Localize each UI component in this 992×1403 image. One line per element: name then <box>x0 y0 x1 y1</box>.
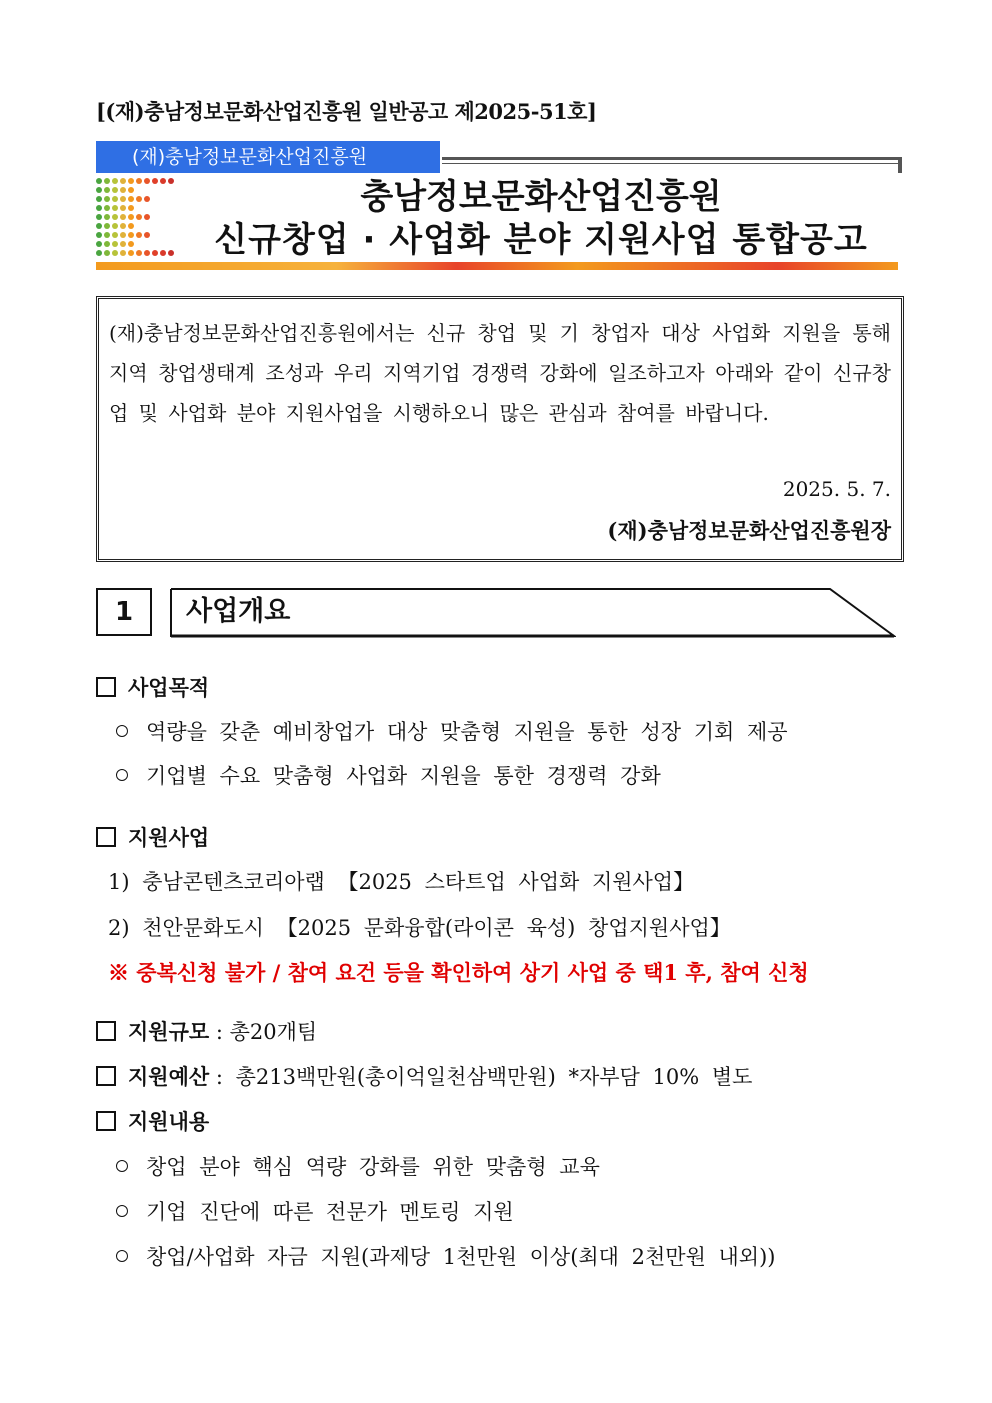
logo-dot <box>96 232 102 238</box>
title-block <box>180 176 902 262</box>
header-rule <box>442 157 902 164</box>
notice-number: [(재)충남정보문화산업진흥원 일반공고 제2025-51호] <box>96 99 597 124</box>
logo-dot <box>144 196 150 202</box>
logo-dot <box>96 196 102 202</box>
checkbox-square-icon <box>96 677 116 697</box>
logo-dot <box>136 196 142 202</box>
logo-dot <box>112 232 118 238</box>
logo-dot <box>96 205 102 211</box>
logo-dot <box>120 250 126 256</box>
logo-dot <box>104 178 110 184</box>
bullet-circle-icon <box>116 1205 128 1217</box>
logo-dot <box>104 241 110 247</box>
logo-dot <box>96 241 102 247</box>
logo-dot <box>104 187 110 193</box>
intro-signature: (재)충남정보문화산업진흥원장 <box>607 518 891 543</box>
logo-dot <box>112 223 118 229</box>
list-item <box>96 1241 775 1271</box>
bullet-circle-icon <box>116 725 128 737</box>
intro-box <box>96 296 904 562</box>
logo-dot <box>144 178 150 184</box>
bullet-circle-icon <box>116 769 128 781</box>
list-item <box>96 1196 514 1226</box>
list-item <box>96 1151 600 1181</box>
budget-heading: 지원예산 <box>128 1064 210 1089</box>
logo-dot <box>128 196 134 202</box>
list-item <box>96 760 661 790</box>
logo-dot <box>104 196 110 202</box>
logo-dot <box>160 178 166 184</box>
logo-dot <box>96 178 102 184</box>
logo-dot <box>112 205 118 211</box>
logo-dot <box>96 187 102 193</box>
logo-dot <box>128 223 134 229</box>
bullet-circle-icon <box>116 1250 128 1262</box>
logo-dot <box>128 205 134 211</box>
title-accent-bar <box>96 262 898 270</box>
logo-dot <box>168 250 174 256</box>
logo-dot <box>96 250 102 256</box>
content-item: 기업 진단에 따른 전문가 멘토링 지원 <box>146 1200 514 1224</box>
logo-dot <box>112 241 118 247</box>
logo-dot <box>168 178 174 184</box>
logo-dot <box>112 196 118 202</box>
logo-dot <box>136 250 142 256</box>
logo-dot <box>128 187 134 193</box>
logo-dot <box>104 214 110 220</box>
logo-dot <box>128 178 134 184</box>
org-tab: (재)충남정보문화산업진흥원 <box>96 141 440 173</box>
content-item: 창업/사업화 자금 지원(과제당 1천만원 이상(최대 2천만원 내외)) <box>146 1245 776 1269</box>
budget-row <box>96 1061 752 1091</box>
logo-dot <box>104 223 110 229</box>
purpose-item: 역량을 갖춘 예비창업가 대상 맞춤형 지원을 통한 성장 기회 제공 <box>146 720 788 744</box>
logo-dot <box>136 214 142 220</box>
header-rule-end <box>898 157 902 173</box>
logo-dot <box>112 214 118 220</box>
scale-value: : 총20개팀 <box>215 1020 318 1044</box>
logo-dot <box>104 205 110 211</box>
logo-dot <box>136 178 142 184</box>
program-item: 1) 충남콘텐츠코리아랩 【2025 스타트업 사업화 지원사업】 <box>108 870 695 894</box>
list-item <box>96 716 788 746</box>
budget-value: : 총213백만원(총이억일천삼백만원) *자부담 10% 별도 <box>215 1065 753 1089</box>
intro-text: (재)충남정보문화산업진흥원에서는 신규 창업 및 기 창업자 대상 사업화 지원을 통해 지역 창업생태계 조성과 우리 지역기업 경쟁력 강화에 일조하고자 아래와 같이 신규창업 및 사업화 분야 지원사업을 시행하오니 많은 관심과 참여를 바랍니다. <box>109 321 891 425</box>
checkbox-square-icon <box>96 1111 116 1131</box>
checkbox-square-icon <box>96 1066 116 1086</box>
logo-dot <box>144 232 150 238</box>
logo-dot <box>120 223 126 229</box>
logo-dot <box>112 178 118 184</box>
program-item: 2) 천안문화도시 【2025 문화융합(라이콘 육성) 창업지원사업】 <box>108 916 731 940</box>
logo-dot <box>160 250 166 256</box>
logo-dot <box>120 187 126 193</box>
logo-dot <box>152 250 158 256</box>
scale-row <box>96 1016 317 1046</box>
page-subtitle: 신규창업 · 사업화 분야 지원사업 통합공고 <box>214 220 868 260</box>
logo-dot <box>128 241 134 247</box>
intro-date: 2025. 5. 7. <box>782 477 891 501</box>
purpose-heading: 사업목적 <box>128 675 210 700</box>
logo-dot <box>120 178 126 184</box>
logo-dot <box>96 223 102 229</box>
logo-dot <box>120 214 126 220</box>
logo-dot <box>104 250 110 256</box>
logo-dot <box>136 232 142 238</box>
programs-heading-row <box>96 822 209 852</box>
warning-note: ※ 중복신청 불가 / 참여 요건 등을 확인하여 상기 사업 중 택1 후, 참여 신청 <box>108 960 809 985</box>
logo-dot <box>128 214 134 220</box>
content-heading: 지원내용 <box>128 1109 210 1134</box>
content-heading-row <box>96 1106 209 1136</box>
checkbox-square-icon <box>96 1021 116 1041</box>
logo-dot <box>128 232 134 238</box>
logo-dot <box>96 214 102 220</box>
logo-dot <box>152 178 158 184</box>
logo-dot <box>104 232 110 238</box>
page-title: 충남정보문화산업진흥원 <box>360 177 722 217</box>
purpose-heading-row <box>96 672 209 702</box>
logo-dot <box>144 250 150 256</box>
logo-dot <box>112 250 118 256</box>
logo-dot <box>112 187 118 193</box>
bullet-circle-icon <box>116 1160 128 1172</box>
section-number: 1 <box>96 588 152 636</box>
checkbox-square-icon <box>96 827 116 847</box>
logo-dots-icon <box>96 178 180 258</box>
scale-heading: 지원규모 <box>128 1019 210 1044</box>
logo-dot <box>120 232 126 238</box>
logo-dot <box>120 205 126 211</box>
logo-dot <box>120 196 126 202</box>
logo-dot <box>128 250 134 256</box>
section-title: 사업개요 <box>186 596 291 627</box>
logo-dot <box>144 214 150 220</box>
logo-dot <box>120 241 126 247</box>
programs-heading: 지원사업 <box>128 825 210 850</box>
content-item: 창업 분야 핵심 역량 강화를 위한 맞춤형 교육 <box>146 1155 600 1179</box>
purpose-item: 기업별 수요 맞춤형 사업화 지원을 통한 경쟁력 강화 <box>146 764 661 788</box>
